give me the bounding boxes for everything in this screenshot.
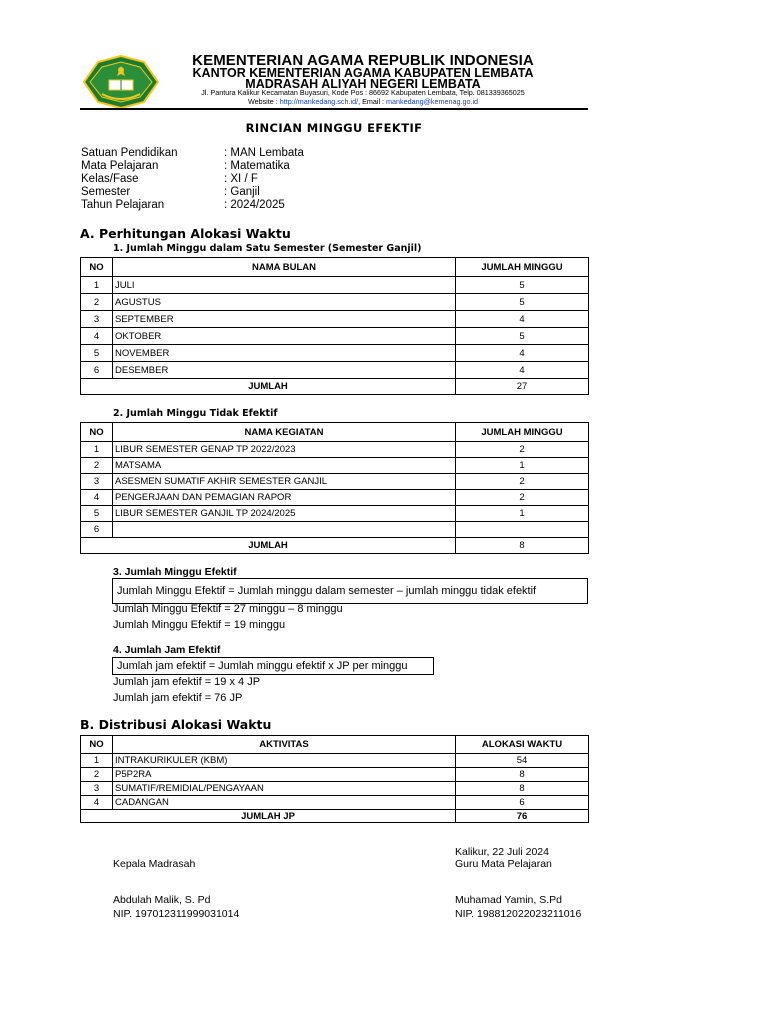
table-row [81, 782, 589, 796]
letterhead-school: MADRASAH ALIYAH NEGERI LEMBATA [245, 77, 481, 91]
principal-role: Kepala Madrasah [113, 858, 196, 870]
month-name: NOVEMBER [113, 345, 456, 362]
column-header: NO [81, 258, 113, 277]
table-row [81, 506, 589, 522]
letterhead-office: KANTOR KEMENTERIAN AGAMA KABUPATEN LEMBATA [192, 66, 534, 80]
row-number: 3 [81, 311, 113, 328]
table-row [81, 754, 589, 768]
week-count: 2 [456, 490, 589, 506]
row-number: 5 [81, 506, 113, 522]
section-a-heading: A. Perhitungan Alokasi Waktu [80, 226, 291, 241]
section-b-heading: B. Distribusi Alokasi Waktu [80, 717, 272, 732]
row-number: 3 [81, 782, 113, 796]
column-header: AKTIVITAS [113, 736, 456, 754]
table-total-row [81, 538, 589, 554]
info-value: : 2024/2025 [224, 199, 285, 211]
column-header: NO [81, 423, 113, 442]
effective-hours-formula: Jumlah jam efektif = Jumlah minggu efektif x JP per minggu [112, 657, 434, 675]
table-row [81, 328, 589, 345]
letterhead-contact [176, 97, 550, 106]
effective-weeks-heading: 3. Jumlah Minggu Efektif [113, 566, 237, 578]
website-link[interactable]: http://mankedang.sch.id/ [279, 97, 359, 106]
row-number: 1 [81, 277, 113, 294]
weeks-per-month-table [80, 257, 589, 395]
month-name: DESEMBER [113, 362, 456, 379]
month-name: SEPTEMBER [113, 311, 456, 328]
table-row [81, 362, 589, 379]
week-count: 1 [456, 458, 589, 474]
total-label: JUMLAH [81, 538, 456, 554]
info-label: Tahun Pelajaran [81, 199, 165, 211]
total-value: 8 [456, 538, 589, 554]
week-count: 4 [456, 362, 589, 379]
table-row [81, 490, 589, 506]
week-count: 4 [456, 311, 589, 328]
info-label: Satuan Pendidikan [81, 147, 178, 159]
activity-name: LIBUR SEMESTER GANJIL TP 2024/2025 [113, 506, 456, 522]
column-header: NO [81, 736, 113, 754]
week-count [456, 522, 589, 538]
principal-nip: NIP. 197012311999031014 [113, 908, 240, 920]
effective-weeks-result: Jumlah Minggu Efektif = 19 minggu [113, 619, 286, 631]
table-row [81, 458, 589, 474]
info-label: Mata Pelajaran [81, 160, 159, 172]
table-row [81, 311, 589, 328]
email-link[interactable]: mankedang@kemenag.go.id [386, 97, 479, 106]
month-name: AGUSTUS [113, 294, 456, 311]
week-count: 5 [456, 328, 589, 345]
month-name: OKTOBER [113, 328, 456, 345]
table-header-row [81, 258, 589, 277]
table-row [81, 277, 589, 294]
row-number: 2 [81, 294, 113, 311]
table-row [81, 294, 589, 311]
week-count: 5 [456, 294, 589, 311]
total-label: JUMLAH [81, 379, 456, 395]
row-number: 6 [81, 522, 113, 538]
teacher-name: Muhamad Yamin, S.Pd [455, 894, 562, 906]
row-number: 1 [81, 442, 113, 458]
table-row [81, 345, 589, 362]
week-count: 4 [456, 345, 589, 362]
info-label: Kelas/Fase [81, 173, 139, 185]
row-number: 4 [81, 490, 113, 506]
column-header: JUMLAH MINGGU [456, 258, 589, 277]
info-value: : Ganjil [224, 186, 260, 198]
info-value: : XI / F [224, 173, 258, 185]
table2-caption: 2. Jumlah Minggu Tidak Efektif [113, 408, 278, 419]
document-title: RINCIAN MINGGU EFEKTIF [245, 121, 423, 135]
principal-name: Abdulah Malik, S. Pd [113, 894, 211, 906]
table-row [81, 474, 589, 490]
activity-name: P5P2RA [113, 768, 456, 782]
non-effective-weeks-table [80, 422, 589, 554]
row-number: 4 [81, 796, 113, 810]
activity-name: LIBUR SEMESTER GENAP TP 2022/2023 [113, 442, 456, 458]
table-row [81, 442, 589, 458]
allocation-value: 8 [456, 768, 589, 782]
week-count: 2 [456, 442, 589, 458]
row-number: 2 [81, 768, 113, 782]
total-value: 27 [456, 379, 589, 395]
activity-name: SUMATIF/REMIDIAL/PENGAYAAN [113, 782, 456, 796]
column-header: ALOKASI WAKTU [456, 736, 589, 754]
letterhead-ministry: KEMENTERIAN AGAMA REPUBLIK INDONESIA [192, 52, 534, 69]
activity-name: ASESMEN SUMATIF AKHIR SEMESTER GANJIL [113, 474, 456, 490]
table-header-row [81, 736, 589, 754]
table1-caption: 1. Jumlah Minggu dalam Satu Semester (Semester Ganjil) [113, 243, 422, 254]
row-number: 2 [81, 458, 113, 474]
website-label: Website : [247, 97, 280, 106]
kemenag-emblem-icon [82, 54, 160, 110]
total-label: JUMLAH JP [81, 810, 456, 823]
activity-name: INTRAKURIKULER (KBM) [113, 754, 456, 768]
column-header: JUMLAH MINGGU [456, 423, 589, 442]
allocation-value: 54 [456, 754, 589, 768]
info-value: : MAN Lembata [224, 147, 304, 159]
week-count: 5 [456, 277, 589, 294]
activity-name: MATSAMA [113, 458, 456, 474]
effective-weeks-calculation: Jumlah Minggu Efektif = 27 minggu – 8 minggu [113, 603, 343, 615]
month-name: JULI [113, 277, 456, 294]
column-header: NAMA KEGIATAN [113, 423, 456, 442]
effective-hours-calculation: Jumlah jam efektif = 19 x 4 JP [113, 676, 261, 688]
table-total-row [81, 810, 589, 823]
info-value: : Matematika [224, 160, 290, 172]
allocation-value: 8 [456, 782, 589, 796]
info-label: Semester [81, 186, 131, 198]
effective-weeks-formula: Jumlah Minggu Efektif = Jumlah minggu dalam semester – jumlah minggu tidak efektif [112, 578, 588, 604]
week-count: 1 [456, 506, 589, 522]
row-number: 6 [81, 362, 113, 379]
table-row [81, 768, 589, 782]
effective-hours-heading: 4. Jumlah Jam Efektif [113, 644, 221, 656]
table-row [81, 522, 589, 538]
place-date: Kalikur, 22 Juli 2024 [455, 846, 549, 858]
column-header: NAMA BULAN [113, 258, 456, 277]
table-row [81, 796, 589, 810]
time-allocation-table [80, 735, 589, 823]
allocation-value: 6 [456, 796, 589, 810]
row-number: 5 [81, 345, 113, 362]
effective-hours-result: Jumlah jam efektif = 76 JP [113, 692, 243, 704]
activity-name: CADANGAN [113, 796, 456, 810]
row-number: 4 [81, 328, 113, 345]
activity-name [113, 522, 456, 538]
table-header-row [81, 423, 589, 442]
teacher-role: Guru Mata Pelajaran [455, 858, 552, 870]
email-label: , Email : [358, 97, 387, 106]
table-total-row [81, 379, 589, 395]
teacher-nip: NIP. 198812022023211016 [455, 908, 582, 920]
week-count: 2 [456, 474, 589, 490]
total-value: 76 [456, 810, 589, 823]
letterhead-divider [80, 108, 588, 110]
letterhead-address: Jl. Pantura Kalikur Kecamatan Buyasuri, Kode Pos : 86692 Kabupaten Lembata, Telp. 081339365025 [201, 88, 525, 97]
row-number: 3 [81, 474, 113, 490]
row-number: 1 [81, 754, 113, 768]
activity-name: PENGERJAAN DAN PEMAGIAN RAPOR [113, 490, 456, 506]
